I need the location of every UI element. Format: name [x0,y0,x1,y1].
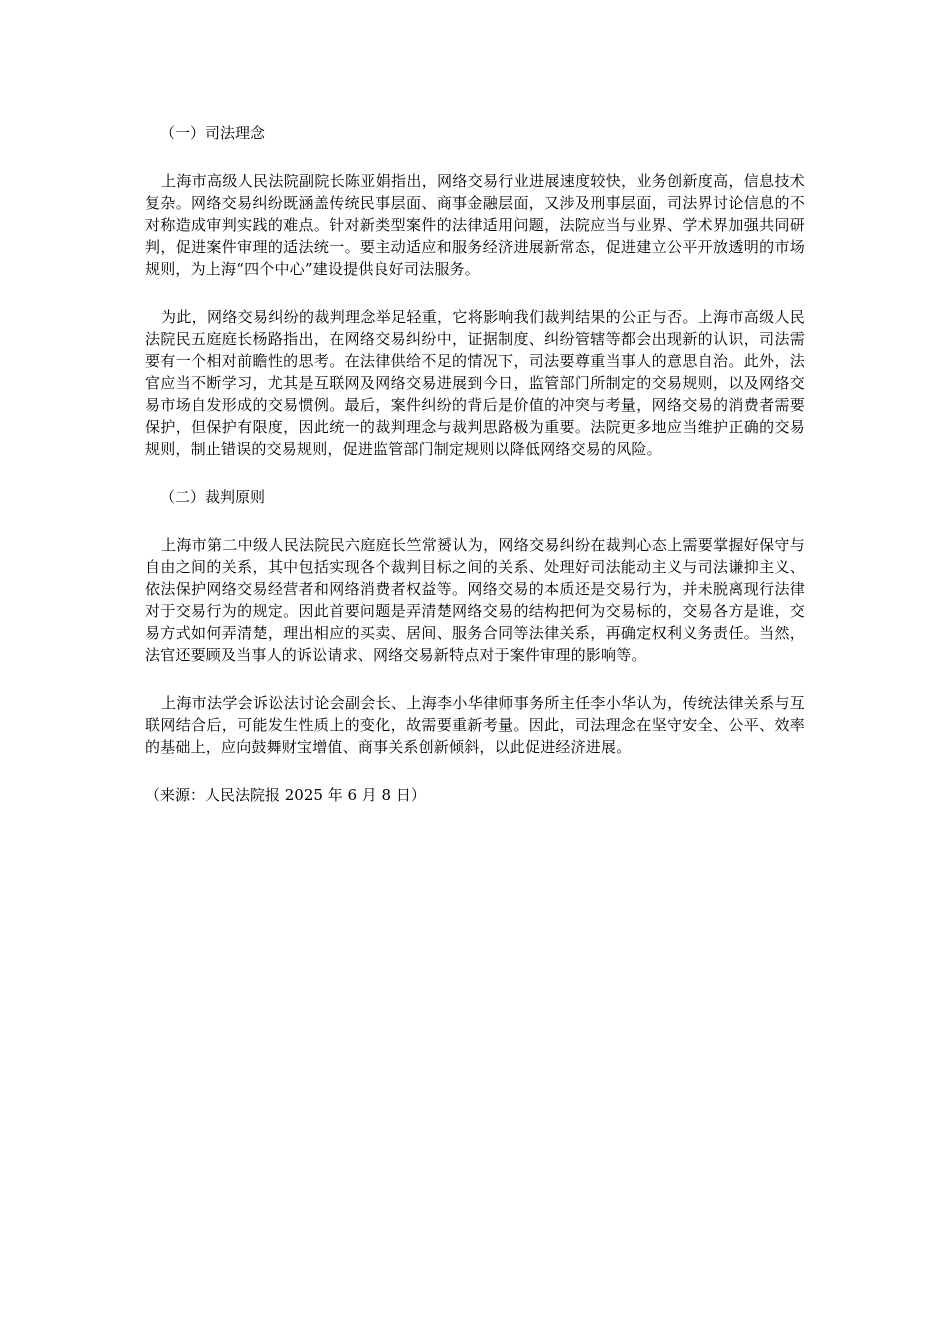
source-citation: （来源：人民法院报 2025 年 6 月 8 日） [145,786,426,804]
paragraph-yang-lu: 为此，网络交易纠纷的裁判理念举足轻重，它将影响我们裁判结果的公正与否。上海市高级人民法院民五庭庭长杨路指出，在网络交易纠纷中，证据制度、纠纷管辖等都会出现新的认识，司法需要有一个相对前瞻性的思考。在法律供给不足的情况下，司法要尊重当事人的意思自治。此外，法官应当不断学习，尤其是互联网及网络交易进展到今日，监管部门所制定的交易规则，以及网络交易市场自发形成的交易惯例。最后，案件纠纷的背后是价值的冲突与考量，网络交易的消费者需要保护，但保护有限度，因此统一的裁判理念与裁判思路极为重要。法院更多地应当维护正确的交易规则，制止错误的交易规则，促进监管部门制定规则以降低网络交易的风险。 [145,308,805,458]
section-heading-adjudication-principles: （二）裁判原则 [160,488,266,506]
paragraph-li-xiaohua: 上海市法学会诉讼法讨论会副会长、上海李小华律师事务所主任李小华认为，传统法律关系与互联网结合后，可能发生性质上的变化，故需要重新考量。因此，司法理念在坚守安全、公平、效率的基础上，应向鼓舞财宝增值、商事关系创新倾斜，以此促进经济进展。 [145,694,805,756]
document-body [145,122,805,806]
section-heading-judicial-philosophy: （一）司法理念 [160,124,266,142]
paragraph-chen-yajuan: 上海市高级人民法院副院长陈亚娟指出，网络交易行业进展速度较快，业务创新度高，信息技术复杂。网络交易纠纷既涵盖传统民事层面、商事金融层面，又涉及刑事层面，司法界讨论信息的不对称造成审判实践的难点。针对新类型案件的法律适用问题，法院应当与业界、学术界加强共同研判，促进案件审理的适法统一。要主动适应和服务经济进展新常态，促进建立公平开放透明的市场规则，为上海“四个中心”建设提供良好司法服务。 [145,172,805,278]
paragraph-zhu-changyun: 上海市第二中级人民法院民六庭庭长竺常赟认为，网络交易纠纷在裁判心态上需要掌握好保守与自由之间的关系，其中包括实现各个裁判目标之间的关系、处理好司法能动主义与司法谦抑主义、依法保护网络交易经营者和网络消费者权益等。网络交易的本质还是交易行为，并未脱离现行法律对于交易行为的规定。因此首要问题是弄清楚网络交易的结构把何为交易标的，交易各方是谁，交易方式如何弄清楚，理出相应的买卖、居间、服务合同等法律关系，再确定权利义务责任。当然，法官还要顾及当事人的诉讼请求、网络交易新特点对于案件审理的影响等。 [145,536,805,664]
